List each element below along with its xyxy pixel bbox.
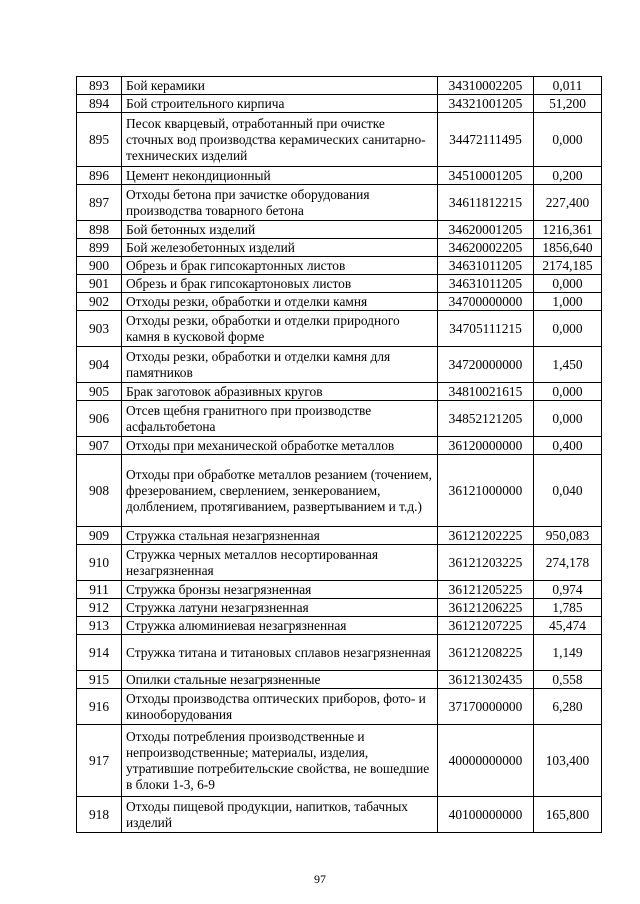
waste-code: 36121208225 <box>438 635 534 671</box>
waste-name: Бой бетонных изделий <box>122 221 438 239</box>
waste-code: 36121202225 <box>438 527 534 545</box>
table-row <box>77 221 602 239</box>
waste-name: Стружка стальная незагрязненная <box>122 527 438 545</box>
row-number: 909 <box>77 527 122 545</box>
table-row <box>77 689 602 725</box>
waste-name: Стружка латуни незагрязненная <box>122 599 438 617</box>
waste-code: 34810021615 <box>438 383 534 401</box>
waste-amount: 950,083 <box>534 527 602 545</box>
waste-amount: 0,000 <box>534 401 602 437</box>
table-row <box>77 797 602 833</box>
table-row <box>77 293 602 311</box>
waste-amount: 0,974 <box>534 581 602 599</box>
page-number: 97 <box>314 872 326 886</box>
waste-name: Песок кварцевый, отработанный при очистке сточных вод производства керамических санитарно-технических изделий <box>122 113 438 167</box>
row-number: 915 <box>77 671 122 689</box>
waste-code: 34620002205 <box>438 239 534 257</box>
waste-name: Бой строительного кирпича <box>122 95 438 113</box>
waste-amount: 1,000 <box>534 293 602 311</box>
waste-name: Отходы производства оптических приборов, фото- и кинооборудования <box>122 689 438 725</box>
row-number: 894 <box>77 95 122 113</box>
waste-amount: 1,149 <box>534 635 602 671</box>
waste-code: 36121302435 <box>438 671 534 689</box>
waste-amount: 165,800 <box>534 797 602 833</box>
waste-code: 37170000000 <box>438 689 534 725</box>
row-number: 902 <box>77 293 122 311</box>
table-row <box>77 257 602 275</box>
row-number: 917 <box>77 725 122 797</box>
waste-name: Отходы при обработке металлов резанием (точением, фрезерованием, сверлением, зенкерованием, долблением, протягиванием, развертыванием и т.д.) <box>122 455 438 527</box>
waste-amount: 0,000 <box>534 113 602 167</box>
table-row <box>77 77 602 95</box>
table-row <box>77 311 602 347</box>
waste-code: 34852121205 <box>438 401 534 437</box>
waste-name: Бой керамики <box>122 77 438 95</box>
row-number: 918 <box>77 797 122 833</box>
waste-name: Обрезь и брак гипсокартонных листов <box>122 257 438 275</box>
table-row <box>77 455 602 527</box>
table-row <box>77 185 602 221</box>
waste-name: Стружка титана и титановых сплавов незагрязненная <box>122 635 438 671</box>
waste-amount: 0,200 <box>534 167 602 185</box>
waste-name: Стружка алюминиевая незагрязненная <box>122 617 438 635</box>
row-number: 895 <box>77 113 122 167</box>
table-row <box>77 581 602 599</box>
waste-amount: 1856,640 <box>534 239 602 257</box>
waste-code: 36121205225 <box>438 581 534 599</box>
row-number: 905 <box>77 383 122 401</box>
table-row <box>77 383 602 401</box>
waste-name: Отходы бетона при зачистке оборудования производства товарного бетона <box>122 185 438 221</box>
waste-code: 40000000000 <box>438 725 534 797</box>
waste-name: Отходы резки, обработки и отделки камня для памятников <box>122 347 438 383</box>
waste-code: 34705111215 <box>438 311 534 347</box>
row-number: 913 <box>77 617 122 635</box>
waste-amount: 0,558 <box>534 671 602 689</box>
row-number: 896 <box>77 167 122 185</box>
waste-code: 34631011205 <box>438 257 534 275</box>
row-number: 900 <box>77 257 122 275</box>
waste-amount: 227,400 <box>534 185 602 221</box>
table-row <box>77 671 602 689</box>
waste-name: Обрезь и брак гипсокартоновых листов <box>122 275 438 293</box>
waste-code: 34631011205 <box>438 275 534 293</box>
waste-code: 36121207225 <box>438 617 534 635</box>
waste-code: 36121203225 <box>438 545 534 581</box>
row-number: 907 <box>77 437 122 455</box>
waste-amount: 0,040 <box>534 455 602 527</box>
waste-code: 34620001205 <box>438 221 534 239</box>
row-number: 904 <box>77 347 122 383</box>
waste-name: Отходы потребления производственные и непроизводственные; материалы, изделия, утратившие потребительские свойства, не вошедшие в блоки 1-3, 6-9 <box>122 725 438 797</box>
waste-name: Стружка черных металлов несортированная незагрязненная <box>122 545 438 581</box>
table-row <box>77 167 602 185</box>
row-number: 898 <box>77 221 122 239</box>
table-row <box>77 401 602 437</box>
waste-name: Брак заготовок абразивных кругов <box>122 383 438 401</box>
waste-code: 34700000000 <box>438 293 534 311</box>
row-number: 911 <box>77 581 122 599</box>
waste-amount: 1,450 <box>534 347 602 383</box>
waste-amount: 6,280 <box>534 689 602 725</box>
waste-code: 34611812215 <box>438 185 534 221</box>
row-number: 901 <box>77 275 122 293</box>
waste-name: Отходы резки, обработки и отделки камня <box>122 293 438 311</box>
table-row <box>77 635 602 671</box>
table-row <box>77 725 602 797</box>
table-row <box>77 617 602 635</box>
row-number: 903 <box>77 311 122 347</box>
waste-amount: 0,400 <box>534 437 602 455</box>
table-row <box>77 347 602 383</box>
row-number: 914 <box>77 635 122 671</box>
waste-amount: 103,400 <box>534 725 602 797</box>
waste-amount: 45,474 <box>534 617 602 635</box>
table-row <box>77 95 602 113</box>
waste-table <box>76 76 602 833</box>
waste-code: 34310002205 <box>438 77 534 95</box>
waste-code: 34510001205 <box>438 167 534 185</box>
waste-name: Отходы при механической обработке металлов <box>122 437 438 455</box>
table-row <box>77 239 602 257</box>
row-number: 908 <box>77 455 122 527</box>
waste-amount: 0,000 <box>534 311 602 347</box>
waste-name: Опилки стальные незагрязненные <box>122 671 438 689</box>
row-number: 910 <box>77 545 122 581</box>
waste-name: Отходы пищевой продукции, напитков, табачных изделий <box>122 797 438 833</box>
table-row <box>77 275 602 293</box>
waste-name: Цемент некондиционный <box>122 167 438 185</box>
waste-code: 34472111495 <box>438 113 534 167</box>
table-row <box>77 599 602 617</box>
waste-code: 36121206225 <box>438 599 534 617</box>
waste-amount: 1,785 <box>534 599 602 617</box>
waste-name: Бой железобетонных изделий <box>122 239 438 257</box>
table-row <box>77 113 602 167</box>
table-row <box>77 545 602 581</box>
waste-amount: 1216,361 <box>534 221 602 239</box>
waste-amount: 2174,185 <box>534 257 602 275</box>
table-row <box>77 437 602 455</box>
table-row <box>77 527 602 545</box>
waste-table-body <box>77 77 602 833</box>
waste-code: 40100000000 <box>438 797 534 833</box>
waste-amount: 0,000 <box>534 383 602 401</box>
waste-amount: 0,000 <box>534 275 602 293</box>
row-number: 893 <box>77 77 122 95</box>
row-number: 906 <box>77 401 122 437</box>
waste-code: 36120000000 <box>438 437 534 455</box>
waste-name: Отсев щебня гранитного при производстве асфальтобетона <box>122 401 438 437</box>
waste-name: Стружка бронзы незагрязненная <box>122 581 438 599</box>
row-number: 899 <box>77 239 122 257</box>
row-number: 897 <box>77 185 122 221</box>
waste-amount: 0,011 <box>534 77 602 95</box>
waste-code: 36121000000 <box>438 455 534 527</box>
waste-amount: 51,200 <box>534 95 602 113</box>
waste-code: 34321001205 <box>438 95 534 113</box>
waste-name: Отходы резки, обработки и отделки природного камня в кусковой форме <box>122 311 438 347</box>
waste-amount: 274,178 <box>534 545 602 581</box>
row-number: 916 <box>77 689 122 725</box>
row-number: 912 <box>77 599 122 617</box>
waste-code: 34720000000 <box>438 347 534 383</box>
